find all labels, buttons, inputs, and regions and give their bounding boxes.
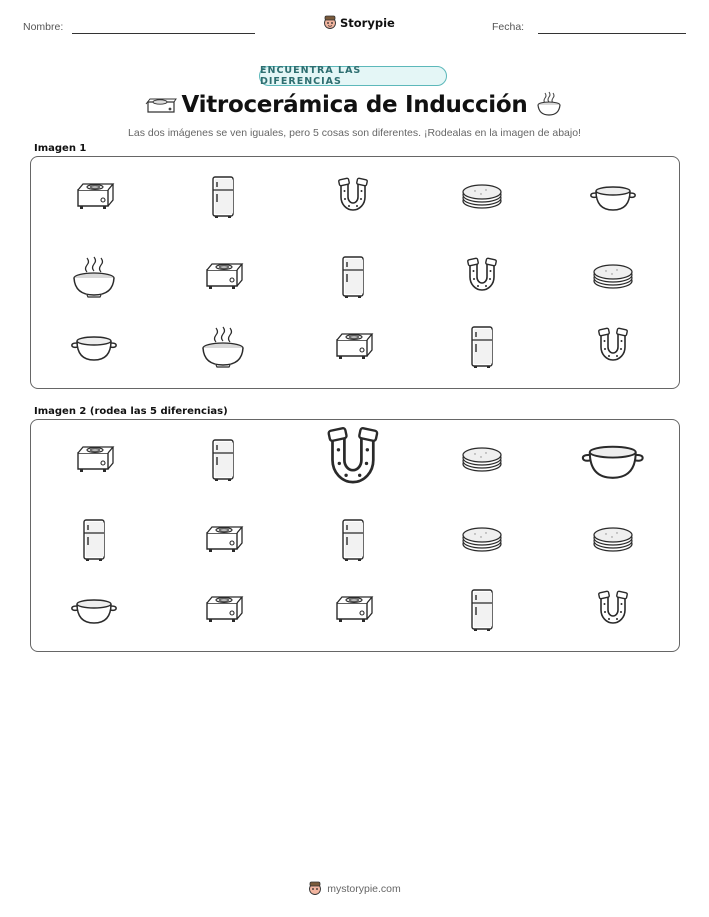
tortilla-stack-icon (592, 263, 634, 291)
pot-icon[interactable] (69, 595, 119, 625)
date-line[interactable] (538, 33, 686, 34)
fridge-icon (469, 325, 495, 369)
stove-icon (145, 96, 177, 118)
stove-icon[interactable] (333, 593, 373, 627)
tortilla-stack-icon[interactable] (461, 526, 503, 554)
image1-panel (30, 156, 680, 389)
footer-site: mystorypie.com (327, 882, 401, 895)
fridge-icon[interactable] (340, 518, 366, 562)
storypie-mascot-icon (308, 881, 322, 896)
fridge-icon[interactable] (210, 438, 236, 482)
pot-icon[interactable] (579, 440, 647, 481)
brand-name: Storypie (340, 15, 395, 30)
horseshoe-icon (465, 257, 499, 297)
horseshoe-icon[interactable] (324, 426, 382, 494)
footer (0, 881, 709, 896)
name-label: Nombre: (23, 21, 64, 33)
brand-logo (323, 15, 395, 30)
tortilla-stack-icon[interactable] (592, 526, 634, 554)
horseshoe-icon[interactable] (596, 590, 630, 630)
tortilla-stack-icon (461, 183, 503, 211)
fridge-icon (340, 255, 366, 299)
horseshoe-icon (336, 177, 370, 217)
fridge-icon[interactable] (81, 518, 107, 562)
pot-icon (588, 182, 638, 212)
stove-icon[interactable] (203, 523, 243, 557)
stove-icon[interactable] (74, 443, 114, 477)
fridge-icon (210, 175, 236, 219)
stove-icon (203, 260, 243, 294)
date-label: Fecha: (492, 21, 525, 33)
name-line[interactable] (72, 33, 255, 34)
soup-bowl-icon (200, 326, 246, 368)
tortilla-stack-icon[interactable] (461, 446, 503, 474)
image2-label: Imagen 2 (rodea las 5 diferencias) (34, 406, 228, 417)
soup-bowl-icon (71, 256, 117, 298)
activity-badge: ENCUENTRA LAS DIFERENCIAS (259, 66, 447, 86)
stove-icon (333, 330, 373, 364)
image2-panel[interactable] (30, 419, 680, 652)
horseshoe-icon (596, 327, 630, 367)
title-soup-icon (535, 91, 563, 121)
image1-label: Imagen 1 (34, 143, 87, 154)
stove-icon (74, 180, 114, 214)
instructions: Las dos imágenes se ven iguales, pero 5 cosas son diferentes. ¡Rodealas en la imagen de abajo! (128, 127, 581, 139)
storypie-mascot-icon (323, 15, 337, 30)
pot-icon (69, 332, 119, 362)
soup-bowl-icon (535, 91, 563, 117)
fridge-icon[interactable] (469, 588, 495, 632)
title-stove-icon (145, 96, 177, 122)
page-title: Vitrocerámica de Inducción (181, 92, 528, 118)
stove-icon[interactable] (203, 593, 243, 627)
